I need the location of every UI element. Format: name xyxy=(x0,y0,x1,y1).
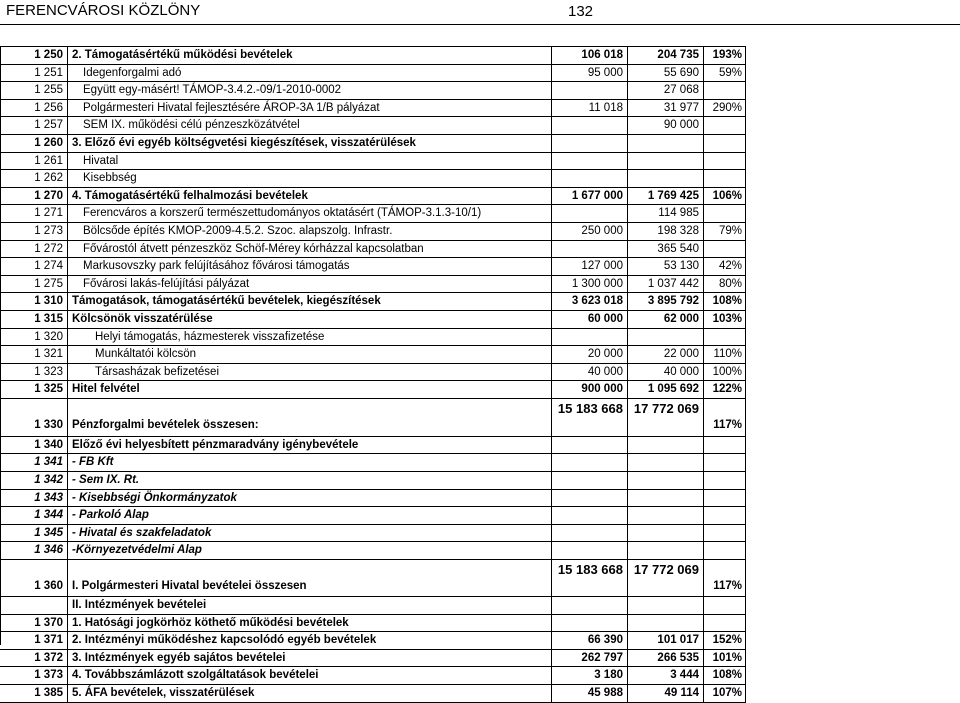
value-percent: 107% xyxy=(704,685,746,702)
value-planned: 11 018 xyxy=(552,100,628,117)
value-actual: 1 095 692 xyxy=(628,381,704,398)
value-percent xyxy=(704,615,746,632)
row-label: I. Polgármesteri Hivatal bevételei összesen xyxy=(68,560,552,596)
value-actual xyxy=(628,329,704,346)
value-actual: 3 895 792 xyxy=(628,293,704,310)
row-label: SEM IX. működési célú pénzeszközátvétel xyxy=(68,117,552,134)
row-code: 1 261 xyxy=(0,153,68,170)
row-label: - Kisebbségi Önkormányzatok xyxy=(68,490,552,507)
value-planned xyxy=(552,615,628,632)
value-percent: 117% xyxy=(704,399,746,436)
value-actual: 266 535 xyxy=(628,650,704,667)
row-label: Hivatal xyxy=(68,153,552,170)
row-code: 1 341 xyxy=(0,454,68,471)
table-row xyxy=(0,153,746,171)
value-actual: 22 000 xyxy=(628,346,704,363)
value-actual xyxy=(628,490,704,507)
row-code: 1 271 xyxy=(0,205,68,222)
value-percent: 122% xyxy=(704,381,746,398)
row-label: - Hivatal és szakfeladatok xyxy=(68,525,552,542)
value-percent xyxy=(704,153,746,170)
value-percent: 80% xyxy=(704,276,746,293)
value-percent: 79% xyxy=(704,223,746,240)
row-label: 3. Előző évi egyéb költségvetési kiegészítések, visszatérülések xyxy=(68,135,552,152)
row-code: 1 340 xyxy=(0,437,68,454)
value-actual: 198 328 xyxy=(628,223,704,240)
value-planned xyxy=(552,437,628,454)
row-code: 1 270 xyxy=(0,188,68,205)
table-row xyxy=(0,454,746,472)
value-actual: 101 017 xyxy=(628,632,704,649)
value-planned xyxy=(552,82,628,99)
value-planned: 60 000 xyxy=(552,311,628,328)
value-planned: 127 000 xyxy=(552,258,628,275)
row-label: 3. Intézmények egyéb sajátos bevételei xyxy=(68,650,552,667)
value-planned xyxy=(552,597,628,614)
value-percent xyxy=(704,329,746,346)
value-planned: 15 183 668 xyxy=(552,560,628,596)
value-percent xyxy=(704,205,746,222)
row-code: 1 257 xyxy=(0,117,68,134)
value-actual: 55 690 xyxy=(628,65,704,82)
table-row xyxy=(0,437,746,455)
row-code: 1 346 xyxy=(0,542,68,559)
value-percent: 117% xyxy=(704,560,746,596)
value-planned: 1 300 000 xyxy=(552,276,628,293)
value-percent xyxy=(704,507,746,524)
row-label: - FB Kft xyxy=(68,454,552,471)
value-percent: 110% xyxy=(704,346,746,363)
row-code: 1 321 xyxy=(0,346,68,363)
value-percent: 108% xyxy=(704,667,746,684)
table-row xyxy=(0,346,746,364)
value-percent xyxy=(704,597,746,614)
value-planned: 1 677 000 xyxy=(552,188,628,205)
value-planned: 95 000 xyxy=(552,65,628,82)
table-row xyxy=(0,560,746,597)
table-row xyxy=(0,47,746,65)
row-code: 1 274 xyxy=(0,258,68,275)
value-actual: 204 735 xyxy=(628,47,704,64)
value-percent: 103% xyxy=(704,311,746,328)
row-label: Kisebbség xyxy=(68,170,552,187)
row-code: 1 250 xyxy=(0,47,68,64)
value-planned xyxy=(552,241,628,258)
value-actual xyxy=(628,135,704,152)
row-label: II. Intézmények bevételei xyxy=(68,597,552,614)
row-code: 1 260 xyxy=(0,135,68,152)
value-percent: 152% xyxy=(704,632,746,649)
row-code: 1 273 xyxy=(0,223,68,240)
row-code: 1 251 xyxy=(0,65,68,82)
value-percent: 290% xyxy=(704,100,746,117)
row-label: Idegenforgalmi adó xyxy=(68,65,552,82)
value-planned: 106 018 xyxy=(552,47,628,64)
row-code: 1 342 xyxy=(0,472,68,489)
row-label: Kölcsönök visszatérülése xyxy=(68,311,552,328)
value-actual xyxy=(628,542,704,559)
value-actual xyxy=(628,507,704,524)
row-label: 4. Támogatásértékű felhalmozási bevételek xyxy=(68,188,552,205)
value-actual: 1 769 425 xyxy=(628,188,704,205)
row-label: Bölcsőde építés KMOP-2009-4.5.2. Szoc. alapszolg. Infrastr. xyxy=(68,223,552,240)
value-actual xyxy=(628,437,704,454)
table-row xyxy=(0,311,746,329)
table-row xyxy=(0,188,746,206)
value-planned: 3 180 xyxy=(552,667,628,684)
page-header xyxy=(0,0,960,24)
row-code: 1 372 xyxy=(0,650,68,667)
value-percent xyxy=(704,490,746,507)
row-label: Együtt egy-másért! TÁMOP-3.4.2.-09/1-2010-0002 xyxy=(68,82,552,99)
value-percent: 106% xyxy=(704,188,746,205)
value-planned: 66 390 xyxy=(552,632,628,649)
table-row xyxy=(0,241,746,259)
table-row xyxy=(0,100,746,118)
value-planned: 40 000 xyxy=(552,364,628,381)
row-label: Támogatások, támogatásértékű bevételek, kiegészítések xyxy=(68,293,552,310)
row-label: Markusovszky park felújításához fővárosi támogatás xyxy=(68,258,552,275)
journal-title: FERENCVÁROSI KÖZLÖNY xyxy=(6,2,201,19)
table-row xyxy=(0,223,746,241)
row-code: 1 325 xyxy=(0,381,68,398)
table-row xyxy=(0,399,746,437)
value-actual xyxy=(628,454,704,471)
value-actual: 114 985 xyxy=(628,205,704,222)
row-label: Munkáltatói kölcsön xyxy=(68,346,552,363)
value-actual: 27 068 xyxy=(628,82,704,99)
table-row xyxy=(0,597,746,615)
value-actual: 90 000 xyxy=(628,117,704,134)
row-label: 1. Hatósági jogkörhöz köthető működési bevételek xyxy=(68,615,552,632)
value-planned: 900 000 xyxy=(552,381,628,398)
row-code: 1 272 xyxy=(0,241,68,258)
value-percent xyxy=(704,170,746,187)
value-percent xyxy=(704,542,746,559)
table-row xyxy=(0,490,746,508)
row-code: 1 256 xyxy=(0,100,68,117)
table-row xyxy=(0,276,746,294)
table-row xyxy=(0,542,746,560)
table-row xyxy=(0,65,746,83)
value-actual: 31 977 xyxy=(628,100,704,117)
row-code: 1 323 xyxy=(0,364,68,381)
value-percent: 193% xyxy=(704,47,746,64)
value-actual: 40 000 xyxy=(628,364,704,381)
value-actual: 365 540 xyxy=(628,241,704,258)
table-row xyxy=(0,472,746,490)
table-row xyxy=(0,170,746,188)
revenue-table xyxy=(0,47,746,703)
value-planned xyxy=(552,507,628,524)
row-code: 1 275 xyxy=(0,276,68,293)
value-planned xyxy=(552,205,628,222)
value-planned: 250 000 xyxy=(552,223,628,240)
row-label: Fővárosi lakás-felújítási pályázat xyxy=(68,276,552,293)
value-actual xyxy=(628,472,704,489)
row-code: 1 371 xyxy=(0,632,68,649)
row-code: 1 344 xyxy=(0,507,68,524)
value-planned xyxy=(552,454,628,471)
row-code: 1 330 xyxy=(0,399,68,436)
row-code: 1 310 xyxy=(0,293,68,310)
value-planned: 262 797 xyxy=(552,650,628,667)
row-code: 1 315 xyxy=(0,311,68,328)
row-code: 1 385 xyxy=(0,685,68,702)
value-planned: 20 000 xyxy=(552,346,628,363)
table-row xyxy=(0,135,746,153)
value-percent: 108% xyxy=(704,293,746,310)
value-planned: 45 988 xyxy=(552,685,628,702)
table-row xyxy=(0,381,746,399)
table-row xyxy=(0,685,746,703)
row-label: 2. Intézményi működéshez kapcsolódó egyéb bevételek xyxy=(68,632,552,649)
row-label: 2. Támogatásértékű működési bevételek xyxy=(68,47,552,64)
table-row xyxy=(0,507,746,525)
value-actual xyxy=(628,525,704,542)
row-label: 5. ÁFA bevételek, visszatérülések xyxy=(68,685,552,702)
value-percent xyxy=(704,525,746,542)
value-actual xyxy=(628,597,704,614)
table-row xyxy=(0,667,746,685)
row-code: 1 360 xyxy=(0,560,68,596)
value-planned xyxy=(552,472,628,489)
value-percent xyxy=(704,472,746,489)
row-label: Fővárostól átvett pénzeszköz Schöf-Mérey kórházzal kapcsolatban xyxy=(68,241,552,258)
value-actual: 1 037 442 xyxy=(628,276,704,293)
value-percent xyxy=(704,135,746,152)
value-percent: 101% xyxy=(704,650,746,667)
value-actual: 17 772 069 xyxy=(628,560,704,596)
row-label: - Sem IX. Rt. xyxy=(68,472,552,489)
row-label: 4. Továbbszámlázott szolgáltatások bevételei xyxy=(68,667,552,684)
row-label: Hitel felvétel xyxy=(68,381,552,398)
table-row xyxy=(0,650,746,668)
value-actual: 17 772 069 xyxy=(628,399,704,436)
table-row xyxy=(0,615,746,633)
value-actual: 49 114 xyxy=(628,685,704,702)
table-row xyxy=(0,329,746,347)
row-code xyxy=(0,597,68,614)
value-planned xyxy=(552,135,628,152)
value-actual: 53 130 xyxy=(628,258,704,275)
value-planned xyxy=(552,117,628,134)
value-planned xyxy=(552,153,628,170)
table-row xyxy=(0,293,746,311)
table-row xyxy=(0,525,746,543)
row-code: 1 255 xyxy=(0,82,68,99)
value-percent: 59% xyxy=(704,65,746,82)
value-percent xyxy=(704,241,746,258)
value-planned: 3 623 018 xyxy=(552,293,628,310)
row-code: 1 370 xyxy=(0,615,68,632)
row-label: Előző évi helyesbített pénzmaradvány igénybevétele xyxy=(68,437,552,454)
row-label: Ferencváros a korszerű természettudományos oktatásért (TÁMOP-3.1.3-10/1) xyxy=(68,205,552,222)
value-percent xyxy=(704,82,746,99)
value-planned xyxy=(552,329,628,346)
row-code: 1 343 xyxy=(0,490,68,507)
value-actual xyxy=(628,153,704,170)
value-actual xyxy=(628,615,704,632)
value-planned: 15 183 668 xyxy=(552,399,628,436)
header-divider xyxy=(0,24,960,25)
table-row xyxy=(0,364,746,382)
table-row xyxy=(0,117,746,135)
row-code: 1 345 xyxy=(0,525,68,542)
row-label: Pénzforgalmi bevételek összesen: xyxy=(68,399,552,436)
value-planned xyxy=(552,542,628,559)
value-percent xyxy=(704,117,746,134)
table-row xyxy=(0,82,746,100)
row-code: 1 262 xyxy=(0,170,68,187)
value-percent: 100% xyxy=(704,364,746,381)
page-number: 132 xyxy=(568,3,594,20)
row-label: - Parkoló Alap xyxy=(68,507,552,524)
value-planned xyxy=(552,170,628,187)
row-label: Társasházak befizetései xyxy=(68,364,552,381)
value-percent xyxy=(704,437,746,454)
value-percent: 42% xyxy=(704,258,746,275)
value-planned xyxy=(552,525,628,542)
row-label: Helyi támogatás, házmesterek visszafizetése xyxy=(68,329,552,346)
row-label: Polgármesteri Hivatal fejlesztésére ÁROP-3A 1/B pályázat xyxy=(68,100,552,117)
table-row xyxy=(0,258,746,276)
value-actual: 3 444 xyxy=(628,667,704,684)
value-actual: 62 000 xyxy=(628,311,704,328)
row-label: -Környezetvédelmi Alap xyxy=(68,542,552,559)
table-row xyxy=(0,632,746,650)
value-actual xyxy=(628,170,704,187)
table-row xyxy=(0,205,746,223)
row-code: 1 320 xyxy=(0,329,68,346)
value-percent xyxy=(704,454,746,471)
value-planned xyxy=(552,490,628,507)
row-code: 1 373 xyxy=(0,667,68,684)
